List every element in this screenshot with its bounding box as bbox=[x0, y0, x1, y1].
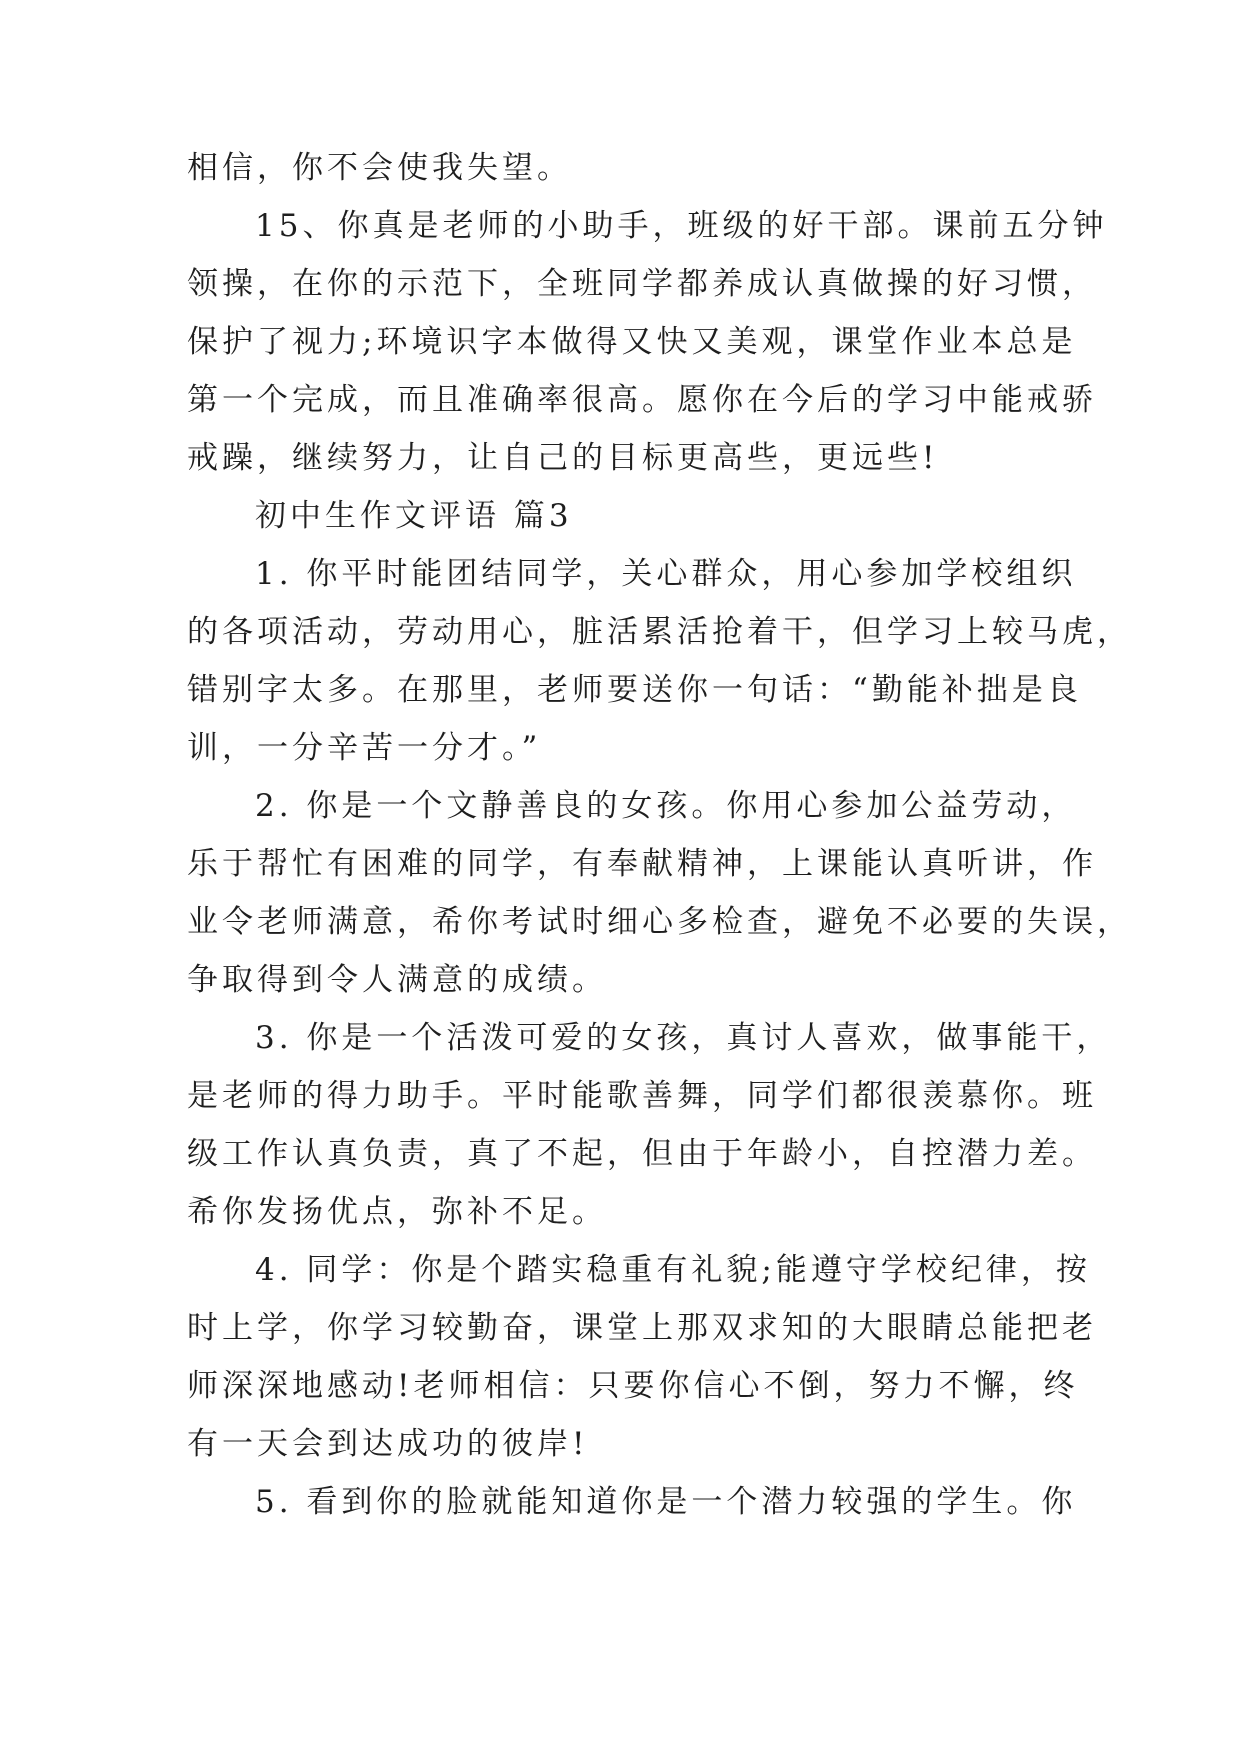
text-line: 2. 你是一个文静善良的女孩。你用心参加公益劳动， bbox=[255, 788, 1077, 824]
text-line: 3. 你是一个活泼可爱的女孩，真讨人喜欢，做事能干， bbox=[255, 1020, 1112, 1056]
text-line: 4. 同学：你是个踏实稳重有礼貌;能遵守学校纪律，按 bbox=[255, 1252, 1091, 1288]
text-line: 的各项活动，劳动用心，脏活累活抢着干，但学习上较马虎， bbox=[187, 614, 1132, 650]
text-line: 时上学，你学习较勤奋，课堂上那双求知的大眼睛总能把老 bbox=[187, 1310, 1097, 1346]
text-line: 希你发扬优点，弥补不足。 bbox=[187, 1194, 607, 1230]
text-line: 5. 看到你的脸就能知道你是一个潜力较强的学生。你 bbox=[255, 1484, 1077, 1520]
text-line: 戒躁，继续努力，让自己的目标更高些，更远些! bbox=[187, 440, 939, 476]
text-line: 领操，在你的示范下，全班同学都养成认真做操的好习惯， bbox=[187, 266, 1097, 302]
text-line: 有一天会到达成功的彼岸! bbox=[187, 1426, 589, 1462]
text-line: 乐于帮忙有困难的同学，有奉献精神，上课能认真听讲，作 bbox=[187, 846, 1097, 882]
text-line: 第一个完成，而且准确率很高。愿你在今后的学习中能戒骄 bbox=[187, 382, 1097, 418]
text-line: 1. 你平时能团结同学，关心群众，用心参加学校组织 bbox=[255, 556, 1077, 592]
text-line: 是老师的得力助手。平时能歌善舞，同学们都很羡慕你。班 bbox=[187, 1078, 1097, 1114]
text-line: 15、你真是老师的小助手，班级的好干部。课前五分钟 bbox=[255, 208, 1108, 244]
text-line: 争取得到令人满意的成绩。 bbox=[187, 962, 607, 998]
text-line: 训，一分辛苦一分才。” bbox=[187, 730, 542, 766]
text-line: 级工作认真负责，真了不起，但由于年龄小，自控潜力差。 bbox=[187, 1136, 1097, 1172]
text-line: 相信，你不会使我失望。 bbox=[187, 150, 572, 186]
section-heading: 初中生作文评语 篇3 bbox=[255, 498, 573, 534]
text-line: 保护了视力;环境识字本做得又快又美观，课堂作业本总是 bbox=[187, 324, 1077, 360]
text-line: 业令老师满意，希你考试时细心多检查，避免不必要的失误， bbox=[187, 904, 1132, 940]
text-line: 错别字太多。在那里，老师要送你一句话：“勤能补拙是良 bbox=[187, 672, 1082, 708]
text-line: 师深深地感动!老师相信：只要你信心不倒，努力不懈，终 bbox=[187, 1368, 1079, 1404]
